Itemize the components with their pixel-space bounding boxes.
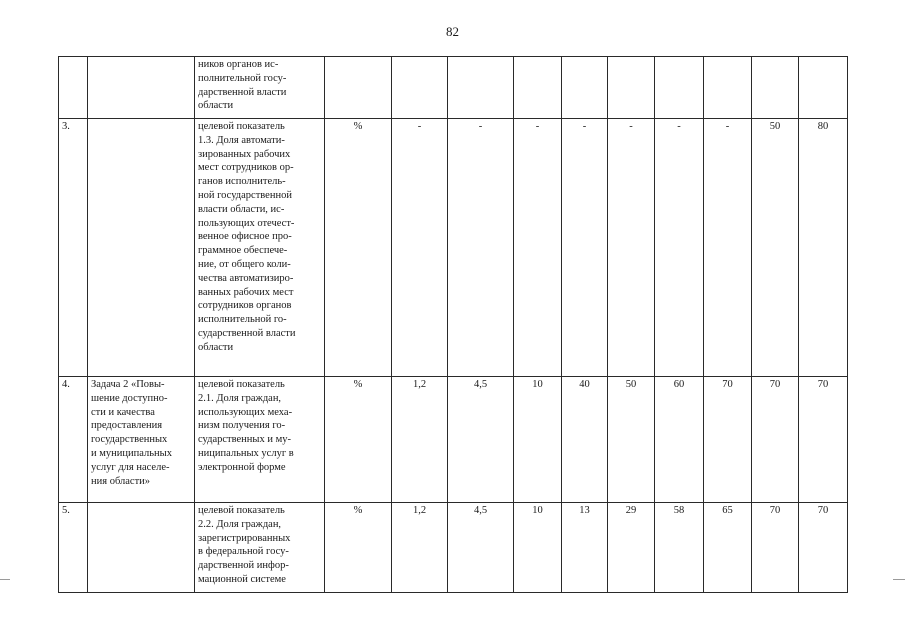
- indicators-table: [58, 56, 848, 593]
- value-cell: 80: [799, 119, 848, 377]
- indicator-cell: целевой показатель 1.3. Доля автомати- зированных рабочих мест сотрудников ор- ганов исполнитель- ной государственной власти области, ис- пользующих отечест- венное офисное про- граммное обеспече- ние, от общего коли- чества автоматизиро- ванных рабочих мест сотрудников органов исполнительной го- сударственной власти области: [195, 119, 325, 377]
- task-cell: [88, 503, 195, 593]
- row-number: 4.: [59, 377, 88, 503]
- unit-cell: %: [325, 377, 392, 503]
- task-cell: [88, 119, 195, 377]
- indicator-cell: целевой показатель 2.1. Доля граждан, использующих меха- низм получения го- сударственных и му- ниципальных услуг в электронной форме: [195, 377, 325, 503]
- value-cell: -: [448, 119, 514, 377]
- value-cell: 70: [704, 377, 752, 503]
- value-cell: 29: [608, 503, 655, 593]
- task-cell: [88, 57, 195, 119]
- value-cell: -: [704, 119, 752, 377]
- table-row: [59, 503, 848, 593]
- value-cell: [752, 57, 799, 119]
- value-cell: -: [655, 119, 704, 377]
- value-cell: [704, 57, 752, 119]
- page-number: 82: [446, 24, 459, 39]
- value-cell: 1,2: [392, 503, 448, 593]
- row-number: 5.: [59, 503, 88, 593]
- value-cell: [799, 57, 848, 119]
- indicator-cell: целевой показатель 2.2. Доля граждан, зарегистрированных в федеральной госу- дарственной инфор- мационной системе: [195, 503, 325, 593]
- value-cell: 10: [514, 377, 562, 503]
- value-cell: 70: [799, 377, 848, 503]
- table-row: [59, 119, 848, 377]
- value-cell: 1,2: [392, 377, 448, 503]
- value-cell: 70: [799, 503, 848, 593]
- value-cell: [448, 57, 514, 119]
- value-cell: [514, 57, 562, 119]
- unit-cell: %: [325, 503, 392, 593]
- value-cell: 10: [514, 503, 562, 593]
- value-cell: -: [514, 119, 562, 377]
- unit-cell: [325, 57, 392, 119]
- value-cell: 13: [562, 503, 608, 593]
- value-cell: [655, 57, 704, 119]
- row-number: [59, 57, 88, 119]
- value-cell: 70: [752, 503, 799, 593]
- value-cell: 50: [608, 377, 655, 503]
- value-cell: [562, 57, 608, 119]
- value-cell: 50: [752, 119, 799, 377]
- value-cell: 4,5: [448, 377, 514, 503]
- value-cell: [392, 57, 448, 119]
- table-row: [59, 377, 848, 503]
- value-cell: 60: [655, 377, 704, 503]
- value-cell: -: [608, 119, 655, 377]
- unit-cell: %: [325, 119, 392, 377]
- value-cell: -: [392, 119, 448, 377]
- task-cell: Задача 2 «Повы- шение доступно- сти и качества предоставления государственных и муниципальных услуг для населе- ния области»: [88, 377, 195, 503]
- value-cell: -: [562, 119, 608, 377]
- value-cell: 70: [752, 377, 799, 503]
- value-cell: 58: [655, 503, 704, 593]
- scan-artifact-left: [0, 579, 10, 580]
- value-cell: 65: [704, 503, 752, 593]
- value-cell: 4,5: [448, 503, 514, 593]
- value-cell: [608, 57, 655, 119]
- indicator-cell: ников органов ис- полнительной госу- дарственной власти области: [195, 57, 325, 119]
- scan-artifact-right: [893, 579, 905, 580]
- table-row: [59, 57, 848, 119]
- value-cell: 40: [562, 377, 608, 503]
- row-number: 3.: [59, 119, 88, 377]
